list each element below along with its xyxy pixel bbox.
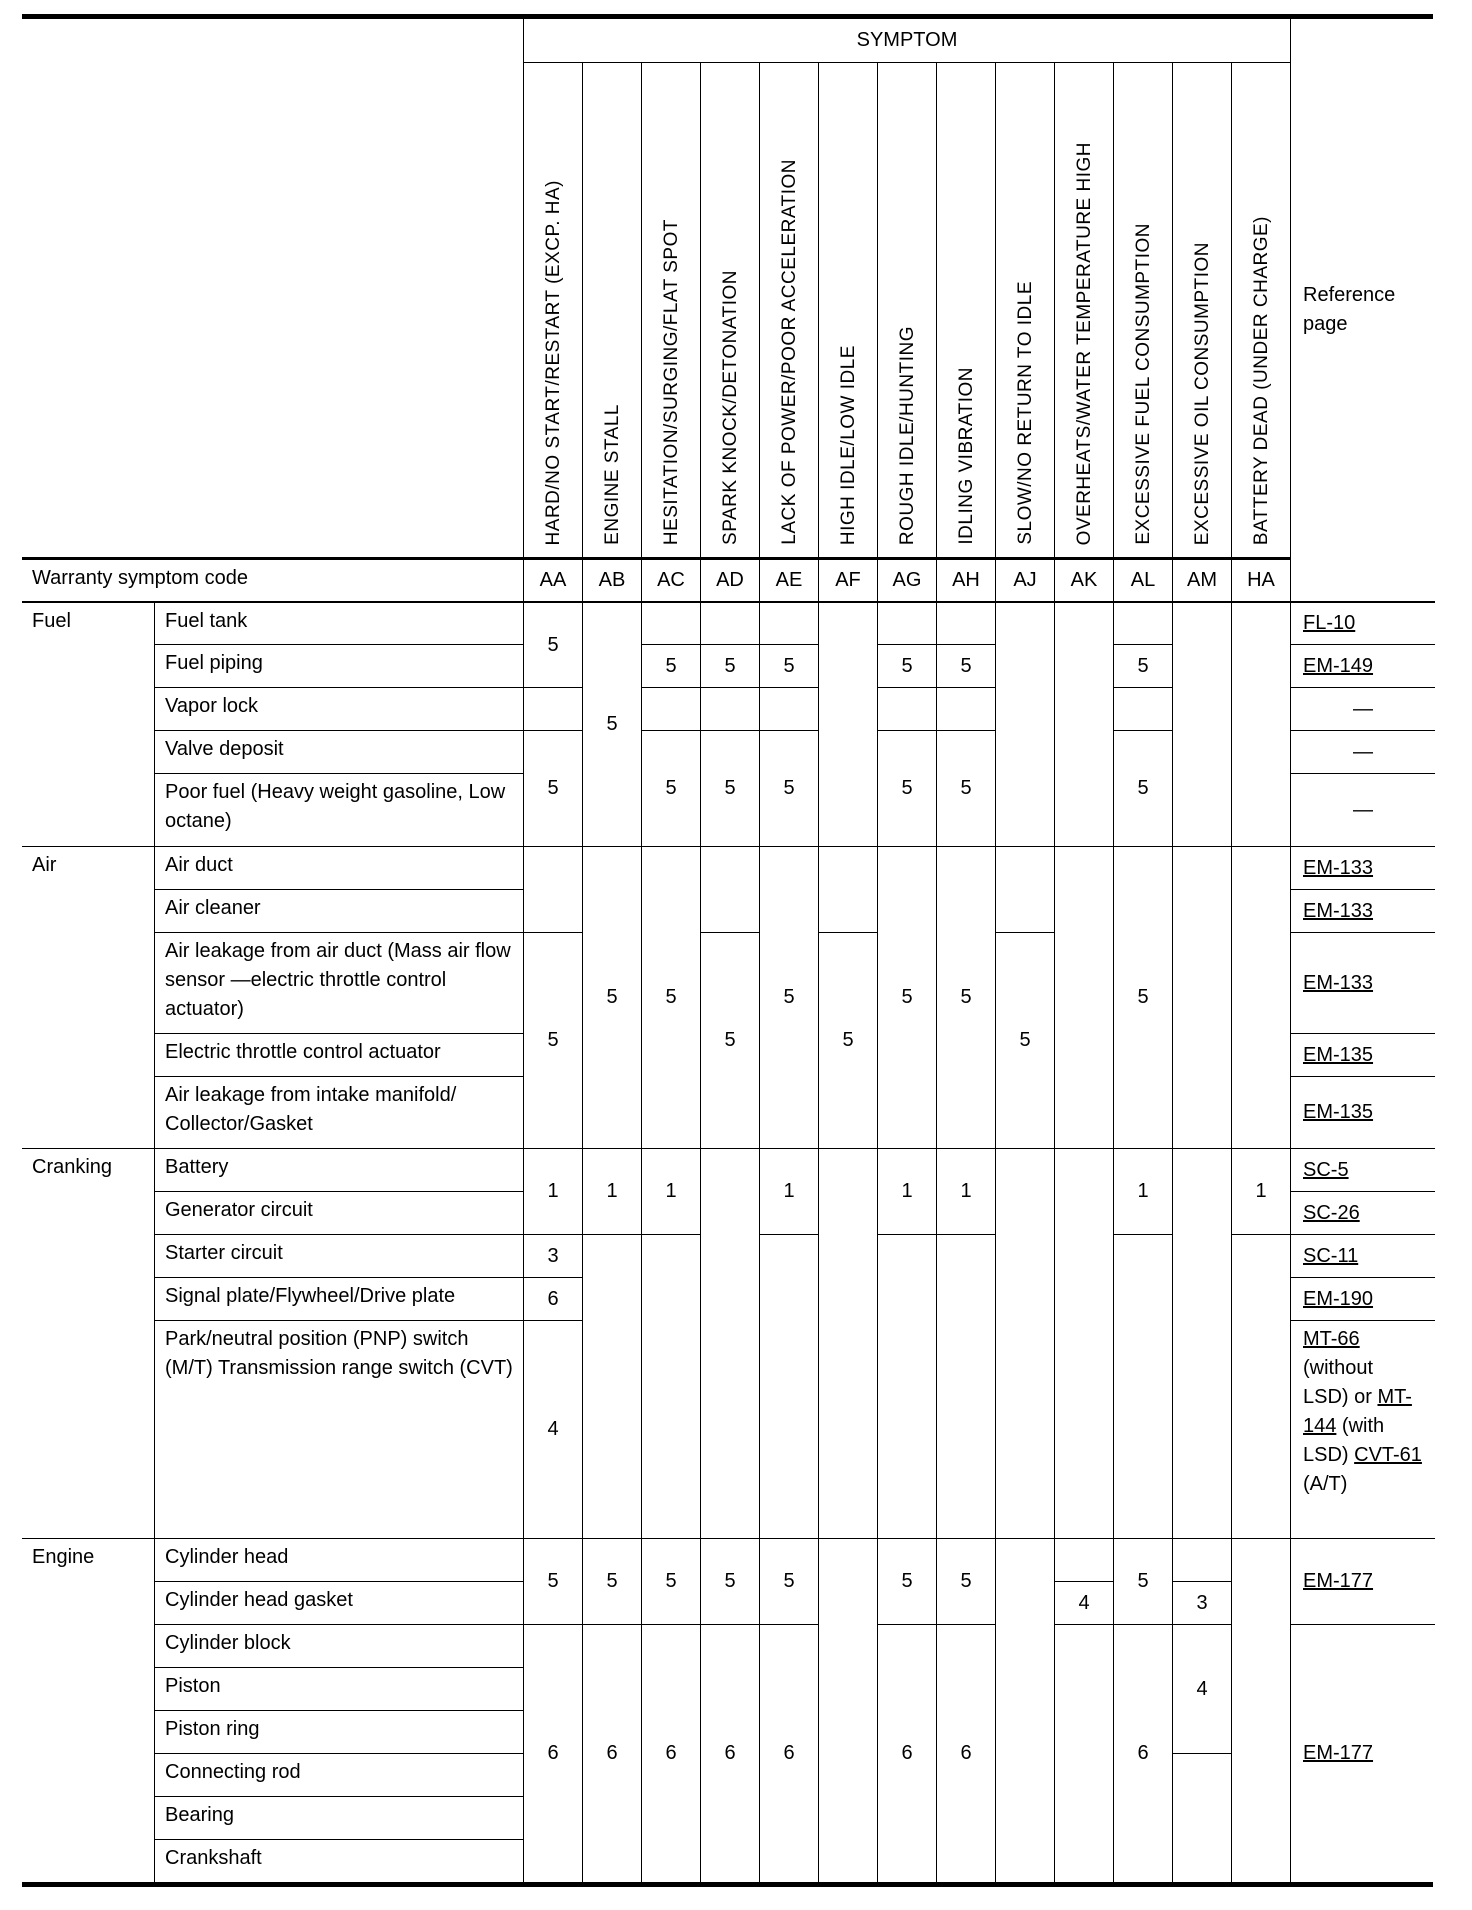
item-label: Cylinder head bbox=[154, 1538, 523, 1581]
symptom-code: AD bbox=[700, 557, 759, 601]
item-label: Piston ring bbox=[154, 1710, 523, 1753]
symptom-name-am bbox=[1172, 62, 1231, 557]
reference-cell bbox=[1290, 1538, 1435, 1624]
symptom-name-text: ROUGH IDLE/HUNTING bbox=[896, 325, 918, 545]
symptom-name-text: EXCESSIVE FUEL CONSUMPTION bbox=[1132, 223, 1154, 545]
symptom-name-text: EXCESSIVE OIL CONSUMPTION bbox=[1191, 241, 1213, 545]
reference-link[interactable]: EM-135 bbox=[1303, 1101, 1374, 1123]
reference-cell bbox=[1290, 644, 1435, 687]
symptom-name-text: IDLING VIBRATION bbox=[955, 367, 977, 545]
item-label: Cylinder head gasket bbox=[154, 1581, 523, 1624]
category-label: Engine bbox=[22, 1538, 154, 1882]
reference-cell bbox=[1290, 846, 1435, 889]
symptom-code: AE bbox=[759, 557, 818, 601]
symptom-cell bbox=[523, 846, 582, 932]
symptom-name-ab bbox=[582, 62, 641, 557]
symptom-cell bbox=[641, 1234, 700, 1538]
reference-cell bbox=[1290, 932, 1435, 1033]
symptom-header: SYMPTOM bbox=[523, 19, 1290, 62]
symptom-name-text: ENGINE STALL bbox=[601, 404, 623, 545]
symptom-cell bbox=[1231, 1538, 1290, 1882]
symptom-cell bbox=[995, 1148, 1054, 1538]
symptom-name-text: HARD/NO START/RESTART (EXCP. HA) bbox=[542, 179, 564, 545]
symptom-cell bbox=[877, 1234, 936, 1538]
symptom-name-text: OVERHEATS/WATER TEMPERATURE HIGH bbox=[1073, 141, 1095, 545]
reference-link[interactable]: EM-133 bbox=[1303, 971, 1374, 994]
item-label: Air leakage from intake manifold/ Collector/Gasket bbox=[154, 1076, 523, 1148]
symptom-cell: 6 bbox=[523, 1277, 582, 1320]
symptom-cell: 5 bbox=[1113, 846, 1172, 1148]
reference-link[interactable]: CVT-61 bbox=[1354, 1444, 1422, 1466]
symptom-cell bbox=[1231, 846, 1290, 1148]
symptom-name-ac bbox=[641, 62, 700, 557]
symptom-name-text: BATTERY DEAD (UNDER CHARGE) bbox=[1250, 215, 1272, 545]
symptom-name-text: HESITATION/SURGING/FLAT SPOT bbox=[660, 218, 682, 545]
item-label: Cylinder block bbox=[154, 1624, 523, 1667]
category-label: Air bbox=[22, 846, 154, 1148]
symptom-cell bbox=[700, 846, 759, 932]
symptom-cell bbox=[582, 1234, 641, 1538]
reference-link[interactable]: MT-66 bbox=[1303, 1328, 1360, 1350]
symptom-cell: 5 bbox=[641, 846, 700, 1148]
symptom-code: AF bbox=[818, 557, 877, 601]
symptom-cell: 5 bbox=[700, 1538, 759, 1624]
item-label: Piston bbox=[154, 1667, 523, 1710]
symptom-cell: 5 bbox=[641, 1538, 700, 1624]
symptom-cell: 5 bbox=[759, 730, 818, 846]
symptom-cell bbox=[700, 1148, 759, 1538]
reference-cell bbox=[1290, 1624, 1435, 1882]
symptom-cell bbox=[700, 601, 759, 644]
symptom-cell: 5 bbox=[759, 1538, 818, 1624]
symptom-cell: 5 bbox=[523, 730, 582, 846]
symptom-cell bbox=[523, 687, 582, 730]
symptom-cell bbox=[1113, 1234, 1172, 1538]
symptom-cell: 5 bbox=[1113, 730, 1172, 846]
symptom-cell: 1 bbox=[1113, 1148, 1172, 1234]
symptom-cell: 4 bbox=[523, 1320, 582, 1538]
reference-cell bbox=[1290, 601, 1435, 644]
symptom-cell: 4 bbox=[1172, 1624, 1231, 1753]
reference-text: (without LSD) or bbox=[1303, 1357, 1378, 1408]
reference-cell bbox=[1290, 1234, 1435, 1277]
reference-link[interactable]: SC-5 bbox=[1303, 1158, 1349, 1181]
symptom-cell: 5 bbox=[523, 1538, 582, 1624]
item-label: Fuel piping bbox=[154, 644, 523, 687]
symptom-cell: 1 bbox=[877, 1148, 936, 1234]
symptom-cell: 5 bbox=[995, 932, 1054, 1148]
symptom-code: AH bbox=[936, 557, 995, 601]
symptom-cell bbox=[759, 1234, 818, 1538]
symptom-cell: 6 bbox=[877, 1624, 936, 1882]
symptom-cell: 6 bbox=[582, 1624, 641, 1882]
reference-link[interactable]: FL-10 bbox=[1303, 612, 1356, 634]
reference-text: (with LSD) bbox=[1303, 1415, 1385, 1466]
symptom-cell: 5 bbox=[700, 730, 759, 846]
symptom-code: AM bbox=[1172, 557, 1231, 601]
reference-cell bbox=[1290, 1191, 1435, 1234]
symptom-table bbox=[22, 14, 1433, 1887]
item-label: Air duct bbox=[154, 846, 523, 889]
symptom-code: HA bbox=[1231, 557, 1290, 601]
reference-cell bbox=[1290, 1320, 1435, 1538]
symptom-cell: 1 bbox=[936, 1148, 995, 1234]
reference-link[interactable]: EM-133 bbox=[1303, 856, 1374, 879]
reference-cell bbox=[1290, 773, 1435, 846]
item-label: Bearing bbox=[154, 1796, 523, 1839]
reference-link[interactable]: EM-177 bbox=[1303, 1570, 1374, 1592]
symptom-name-text: SLOW/NO RETURN TO IDLE bbox=[1014, 281, 1036, 545]
item-label: Crankshaft bbox=[154, 1839, 523, 1882]
symptom-cell: 5 bbox=[700, 644, 759, 687]
reference-cell bbox=[1290, 1076, 1435, 1148]
symptom-cell: 5 bbox=[582, 846, 641, 1148]
symptom-cell bbox=[818, 846, 877, 932]
symptom-cell bbox=[1231, 601, 1290, 846]
item-label: Park/neutral position (PNP) switch (M/T) Transmission range switch (CVT) bbox=[154, 1320, 523, 1538]
symptom-cell bbox=[818, 1148, 877, 1538]
symptom-name-text: LACK OF POWER/POOR ACCELERATION bbox=[778, 159, 800, 545]
symptom-cell: 5 bbox=[641, 730, 700, 846]
symptom-cell bbox=[1231, 1234, 1290, 1538]
symptom-cell: 1 bbox=[1231, 1148, 1290, 1234]
item-label: Electric throttle control actuator bbox=[154, 1033, 523, 1076]
symptom-code: AK bbox=[1054, 557, 1113, 601]
reference-cell bbox=[1290, 687, 1435, 730]
reference-link[interactable]: EM-135 bbox=[1303, 1043, 1374, 1066]
category-label: Cranking bbox=[22, 1148, 154, 1538]
symptom-cell: 5 bbox=[936, 730, 995, 846]
symptom-cell: 5 bbox=[759, 846, 818, 1148]
symptom-cell: 6 bbox=[641, 1624, 700, 1882]
symptom-cell bbox=[818, 1538, 877, 1882]
reference-link[interactable]: EM-149 bbox=[1303, 654, 1374, 677]
symptom-cell: 5 bbox=[818, 932, 877, 1148]
category-label: Fuel bbox=[22, 601, 154, 846]
item-label: Poor fuel (Heavy weight gasoline, Low octane) bbox=[154, 773, 523, 846]
symptom-cell bbox=[1054, 601, 1113, 846]
symptom-cell bbox=[877, 687, 936, 730]
symptom-cell: 3 bbox=[1172, 1581, 1231, 1624]
symptom-cell bbox=[1172, 1753, 1231, 1882]
symptom-cell: 5 bbox=[877, 730, 936, 846]
symptom-cell: 5 bbox=[582, 1538, 641, 1624]
reference-text: — bbox=[1353, 798, 1373, 821]
reference-link[interactable]: EM-177 bbox=[1303, 1742, 1374, 1764]
symptom-cell: 3 bbox=[523, 1234, 582, 1277]
reference-text: — bbox=[1353, 697, 1373, 720]
symptom-cell bbox=[936, 601, 995, 644]
symptom-cell: 5 bbox=[759, 644, 818, 687]
symptom-cell bbox=[995, 601, 1054, 846]
symptom-name-al bbox=[1113, 62, 1172, 557]
symptom-cell: 6 bbox=[523, 1624, 582, 1882]
symptom-cell: 6 bbox=[936, 1624, 995, 1882]
symptom-name-ae bbox=[759, 62, 818, 557]
symptom-code: AG bbox=[877, 557, 936, 601]
symptom-cell bbox=[700, 687, 759, 730]
symptom-cell bbox=[641, 601, 700, 644]
reference-text: — bbox=[1353, 740, 1373, 763]
symptom-cell: 6 bbox=[700, 1624, 759, 1882]
symptom-cell: 5 bbox=[877, 846, 936, 1148]
symptom-cell: 5 bbox=[700, 932, 759, 1148]
symptom-cell bbox=[936, 687, 995, 730]
symptom-cell: 5 bbox=[1113, 644, 1172, 687]
symptom-cell: 4 bbox=[1054, 1581, 1113, 1624]
symptom-name-ak bbox=[1054, 62, 1113, 557]
item-label: Air leakage from air duct (Mass air flow sensor —electric throttle control actuator) bbox=[154, 932, 523, 1033]
reference-cell bbox=[1290, 889, 1435, 932]
symptom-cell bbox=[641, 687, 700, 730]
symptom-code: AL bbox=[1113, 557, 1172, 601]
symptom-cell bbox=[1054, 1624, 1113, 1882]
reference-cell bbox=[1290, 1277, 1435, 1320]
symptom-cell bbox=[1172, 1538, 1231, 1581]
symptom-cell: 6 bbox=[759, 1624, 818, 1882]
symptom-cell bbox=[759, 687, 818, 730]
symptom-cell bbox=[1113, 687, 1172, 730]
item-label: Air cleaner bbox=[154, 889, 523, 932]
symptom-cell bbox=[1172, 1148, 1231, 1538]
symptom-cell: 5 bbox=[936, 846, 995, 1148]
symptom-cell: 5 bbox=[877, 644, 936, 687]
symptom-cell bbox=[995, 1538, 1054, 1882]
symptom-cell bbox=[1054, 846, 1113, 1148]
item-label: Valve deposit bbox=[154, 730, 523, 773]
reference-link[interactable]: SC-11 bbox=[1303, 1244, 1359, 1267]
symptom-cell: 5 bbox=[582, 601, 641, 846]
reference-link[interactable]: EM-133 bbox=[1303, 899, 1374, 922]
symptom-cell bbox=[1172, 846, 1231, 1148]
reference-cell bbox=[1290, 1033, 1435, 1076]
symptom-cell: 5 bbox=[641, 644, 700, 687]
symptom-cell bbox=[936, 1234, 995, 1538]
symptom-cell bbox=[1054, 1148, 1113, 1538]
symptom-name-text: SPARK KNOCK/DETONATION bbox=[719, 270, 741, 545]
symptom-cell bbox=[1113, 601, 1172, 644]
item-label: Signal plate/Flywheel/Drive plate bbox=[154, 1277, 523, 1320]
symptom-name-text: HIGH IDLE/LOW IDLE bbox=[837, 344, 859, 545]
symptom-name-ad bbox=[700, 62, 759, 557]
reference-cell bbox=[1290, 1148, 1435, 1191]
item-label: Battery bbox=[154, 1148, 523, 1191]
item-label: Starter circuit bbox=[154, 1234, 523, 1277]
symptom-name-ha bbox=[1231, 62, 1290, 557]
symptom-cell: 5 bbox=[936, 644, 995, 687]
symptom-code: AA bbox=[523, 557, 582, 601]
symptom-name-af bbox=[818, 62, 877, 557]
symptom-cell: 5 bbox=[877, 1538, 936, 1624]
symptom-cell: 5 bbox=[1113, 1538, 1172, 1624]
symptom-code: AJ bbox=[995, 557, 1054, 601]
symptom-cell bbox=[1054, 1538, 1113, 1581]
item-label: Generator circuit bbox=[154, 1191, 523, 1234]
symptom-cell: 5 bbox=[523, 932, 582, 1148]
reference-text: (A/T) bbox=[1303, 1473, 1348, 1495]
symptom-code: AC bbox=[641, 557, 700, 601]
symptom-cell bbox=[818, 601, 877, 846]
reference-cell bbox=[1290, 730, 1435, 773]
symptom-cell: 5 bbox=[523, 601, 582, 687]
reference-header: Reference page bbox=[1290, 19, 1435, 601]
warranty-label: Warranty symptom code bbox=[22, 557, 523, 601]
symptom-name-ag bbox=[877, 62, 936, 557]
symptom-cell: 1 bbox=[523, 1148, 582, 1234]
symptom-name-aj bbox=[995, 62, 1054, 557]
symptom-code: AB bbox=[582, 557, 641, 601]
symptom-cell bbox=[877, 601, 936, 644]
symptom-name-aa bbox=[523, 62, 582, 557]
symptom-cell: 6 bbox=[1113, 1624, 1172, 1882]
reference-link[interactable]: MT-144 bbox=[1303, 1386, 1412, 1437]
symptom-cell bbox=[1172, 601, 1231, 846]
header-blank bbox=[22, 19, 523, 557]
item-label: Vapor lock bbox=[154, 687, 523, 730]
reference-link[interactable]: EM-190 bbox=[1303, 1287, 1374, 1310]
symptom-cell: 5 bbox=[936, 1538, 995, 1624]
symptom-cell: 1 bbox=[641, 1148, 700, 1234]
symptom-name-ah bbox=[936, 62, 995, 557]
symptom-cell bbox=[759, 601, 818, 644]
item-label: Fuel tank bbox=[154, 601, 523, 644]
reference-link[interactable]: SC-26 bbox=[1303, 1201, 1360, 1224]
symptom-cell bbox=[995, 846, 1054, 932]
symptom-cell: 1 bbox=[759, 1148, 818, 1234]
item-label: Connecting rod bbox=[154, 1753, 523, 1796]
symptom-cell: 1 bbox=[582, 1148, 641, 1234]
